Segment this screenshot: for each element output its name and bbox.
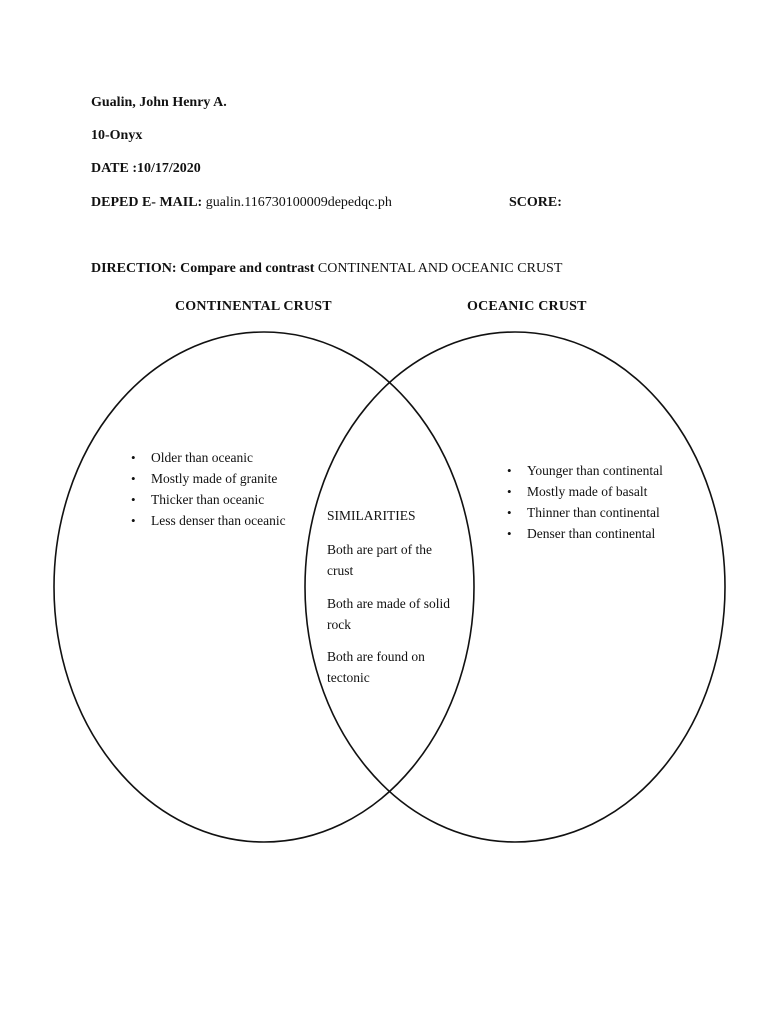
oceanic-crust-title: OCEANIC CRUST bbox=[467, 299, 587, 314]
list-item: • Less denser than oceanic bbox=[127, 510, 287, 531]
similarity-item: Both are found on tectonic bbox=[327, 649, 425, 685]
oceanic-circle bbox=[305, 332, 725, 842]
score-label: SCORE: bbox=[509, 195, 562, 210]
student-section: 10-Onyx bbox=[91, 128, 143, 143]
similarity-item: Both are made of solid rock bbox=[327, 596, 450, 632]
email-value: gualin.116730100009depedqc.ph bbox=[202, 195, 392, 210]
email-label: DEPED E- MAIL: bbox=[91, 195, 203, 210]
continental-circle bbox=[54, 332, 474, 842]
similarity-item: Both are part of the crust bbox=[327, 542, 432, 578]
list-item: • Thinner than continental bbox=[503, 502, 703, 523]
list-item: • Older than oceanic bbox=[127, 447, 287, 468]
list-item: • Mostly made of granite bbox=[127, 468, 287, 489]
list-item: • Younger than continental bbox=[503, 460, 703, 481]
direction-bold-text: Compare and contrast bbox=[176, 261, 315, 276]
oceanic-list bbox=[503, 460, 703, 544]
direction-normal-text: CONTINENTAL AND OCEANIC CRUST bbox=[314, 261, 563, 276]
date-value: 10/17/2020 bbox=[137, 161, 201, 176]
date-label: DATE : bbox=[91, 161, 138, 176]
continental-crust-title: CONTINENTAL CRUST bbox=[175, 299, 332, 314]
similarities-title: SIMILARITIES bbox=[327, 508, 416, 523]
list-item: • Thicker than oceanic bbox=[127, 489, 287, 510]
continental-list bbox=[127, 447, 287, 531]
list-item: • Denser than continental bbox=[503, 523, 703, 544]
student-name: Gualin, John Henry A. bbox=[91, 95, 227, 110]
direction-label: DIRECTION: bbox=[91, 261, 177, 276]
list-item: • Mostly made of basalt bbox=[503, 481, 703, 502]
